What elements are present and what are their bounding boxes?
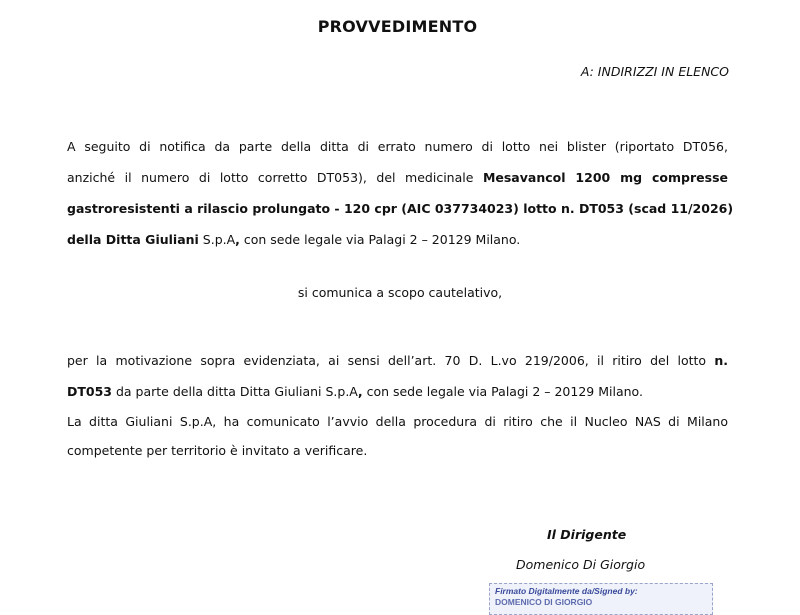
company-name: della Ditta Giuliani <box>67 232 199 247</box>
paragraph-line <box>67 193 734 224</box>
stamp-label: Firmato Digitalmente da/Signed by: <box>495 586 638 596</box>
signature-name: Domenico Di Giorgio <box>516 557 646 572</box>
paragraph-notification <box>67 131 734 255</box>
paragraph-line: per la motivazione sopra evidenziata, ai sensi dell’art. 70 D. L.vo 219/2006, il ritiro del lotto n. <box>67 353 728 368</box>
addressee-line: A: INDIRIZZI IN ELENCO <box>580 64 729 79</box>
paragraph-line: della Ditta Giuliani S.p.A, con sede legale via Palagi 2 – 20129 Milano. <box>67 232 521 247</box>
paragraph-line: La ditta Giuliani S.p.A, ha comunicato l’avvio della procedura di ritiro che il Nucleo NAS di Milano <box>67 414 728 429</box>
paragraph-line: competente per territorio è invitato a verificare. <box>67 443 368 458</box>
paragraph-recall <box>67 345 728 465</box>
digital-signature-stamp <box>489 583 713 615</box>
lot-number: DT053 <box>67 384 112 399</box>
paragraph-line: anziché il numero di lotto corretto DT053), del medicinale Mesavancol 1200 mg compresse <box>67 170 728 185</box>
communication-line: si comunica a scopo cautelativo, <box>297 285 503 300</box>
paragraph-line: DT053 da parte della ditta Ditta Giuliani S.p.A, con sede legale via Palagi 2 – 20129 Milano. <box>67 384 643 399</box>
medicine-details: gastroresistenti a rilascio prolungato - 120 cpr (AIC 037734023) lotto n. DT053 (scad 11/2026) <box>67 201 734 216</box>
stamp-name: DOMENICO DI GIORGIO <box>495 597 593 607</box>
signature-role: Il Dirigente <box>547 527 627 542</box>
paragraph-line: A seguito di notifica da parte della ditta di errato numero di lotto nei blister (riportato DT056, <box>67 139 728 154</box>
medicine-name: Mesavancol 1200 mg compresse <box>482 170 728 185</box>
document-title: PROVVEDIMENTO <box>317 17 478 36</box>
